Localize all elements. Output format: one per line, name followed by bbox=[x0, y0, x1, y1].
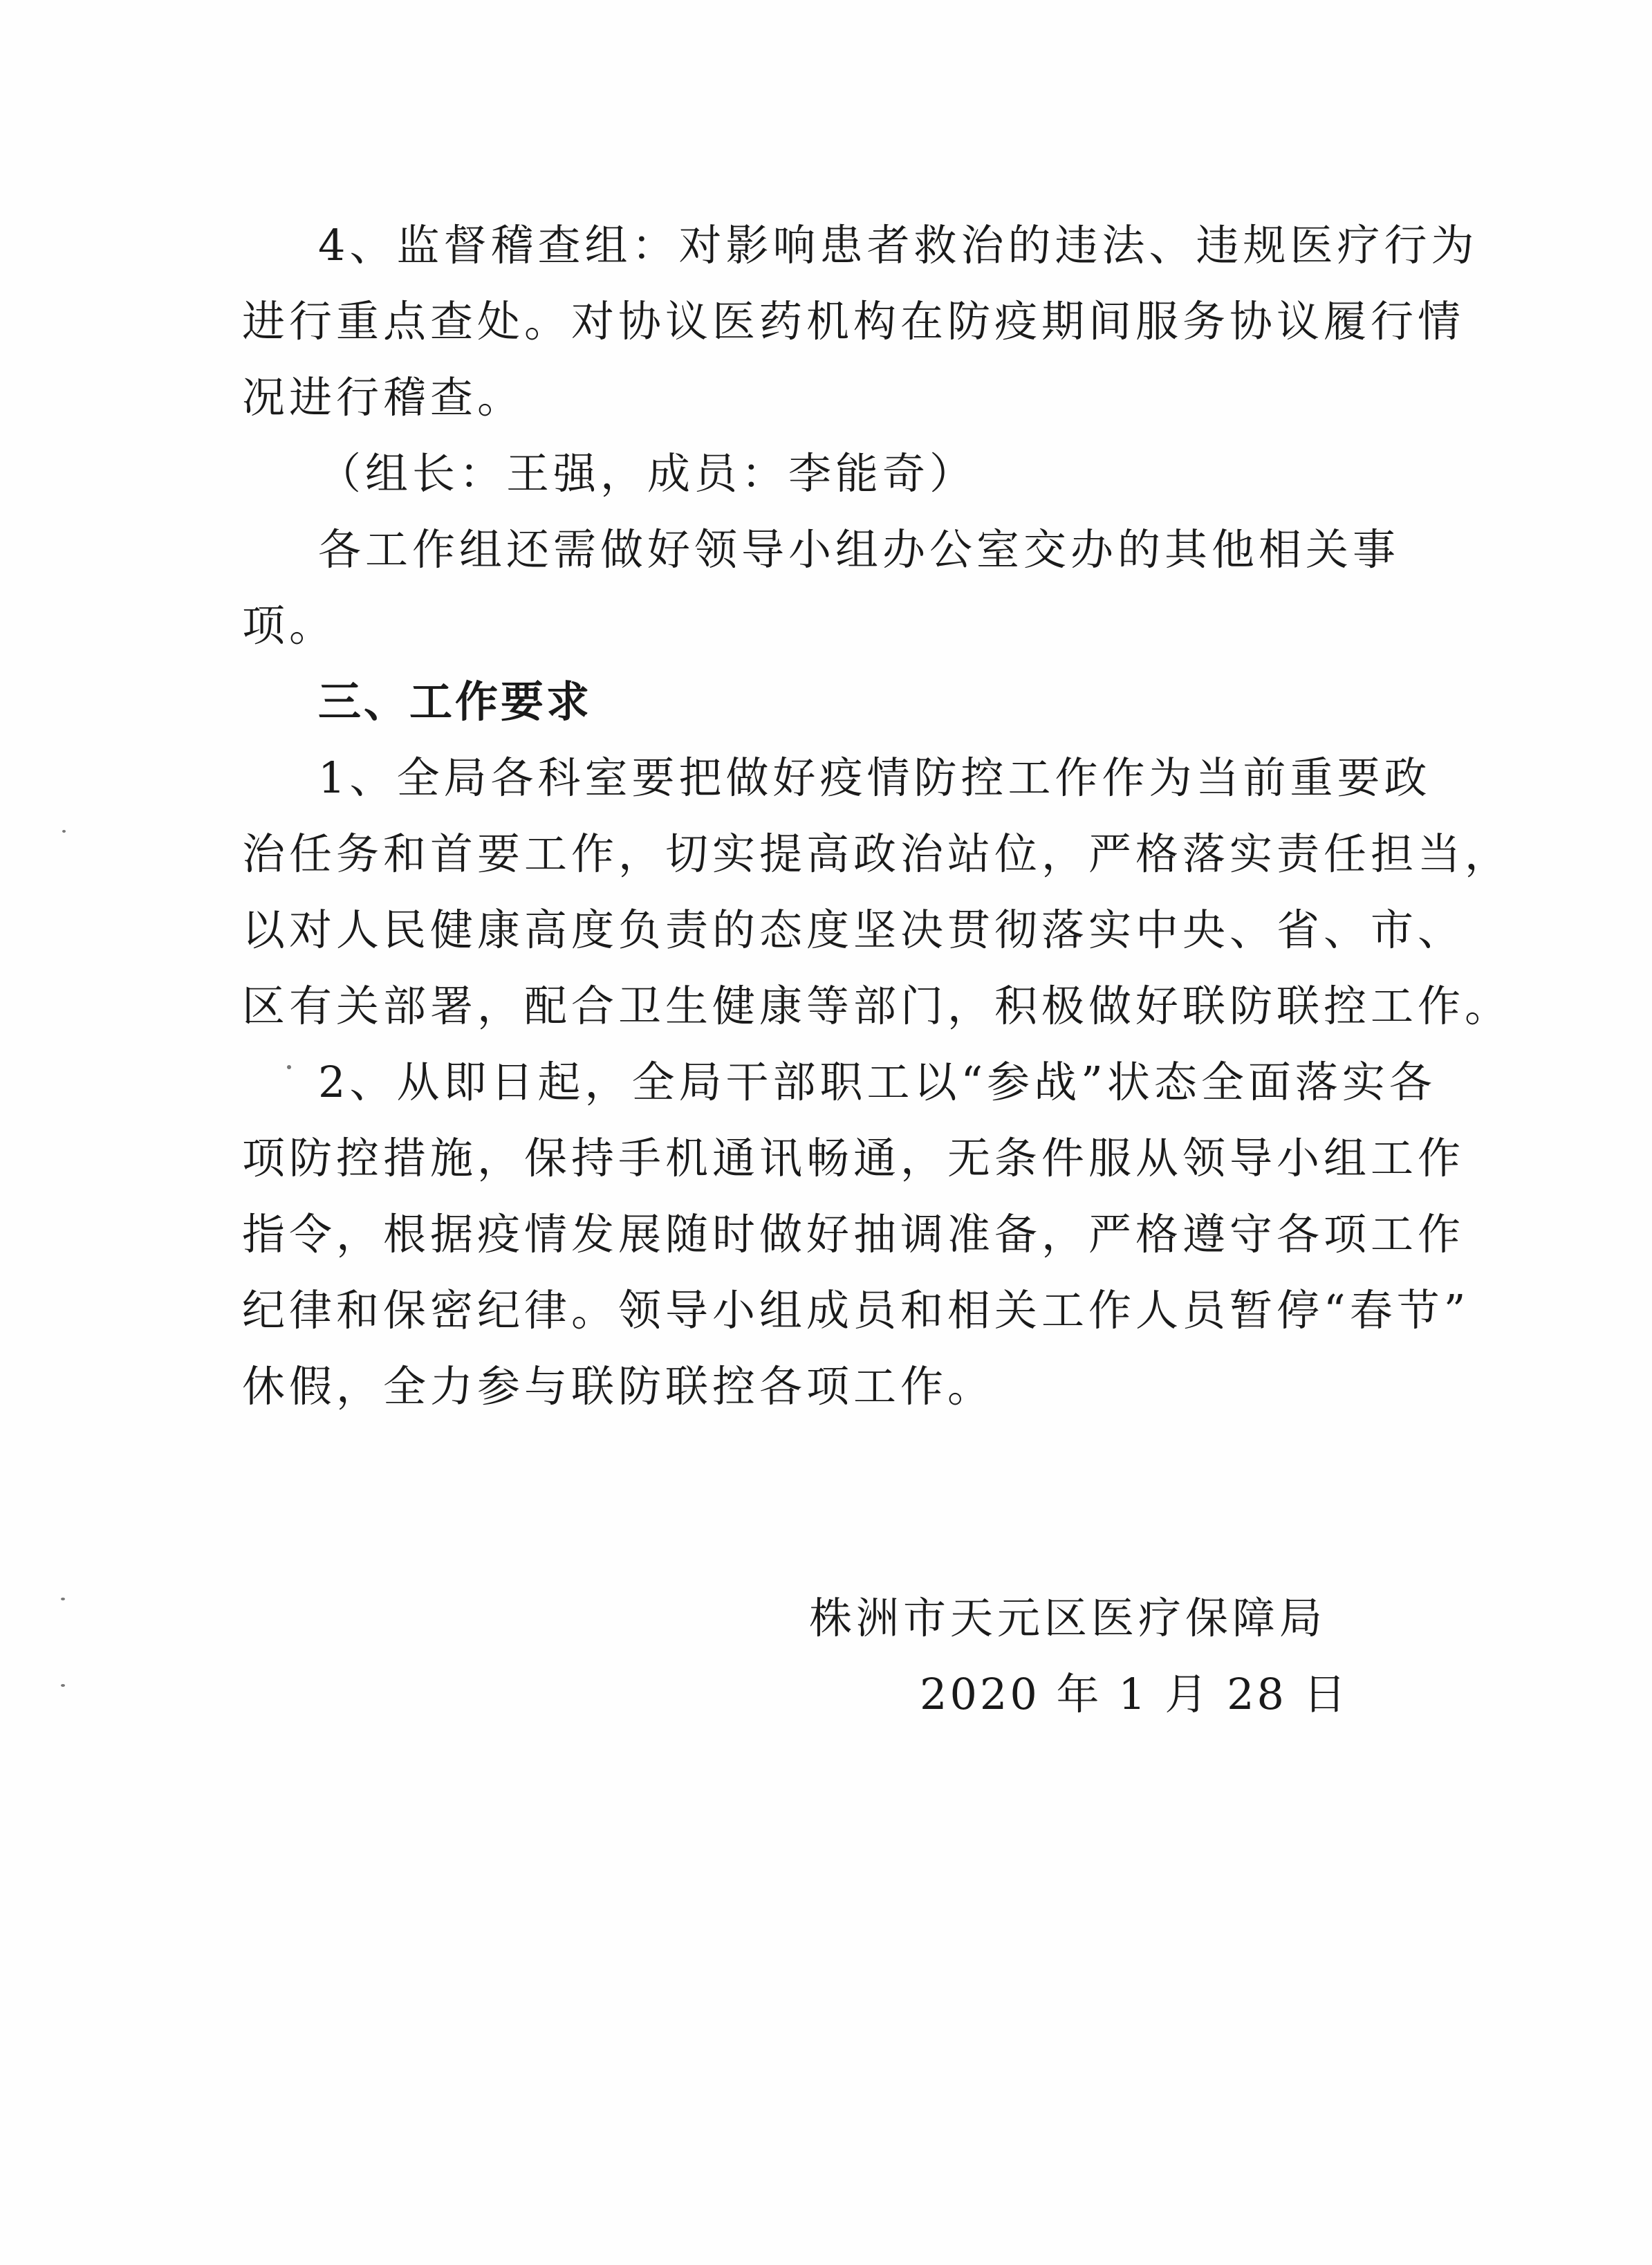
section4-line-2: 进行重点查处。对协议医药机构在防疫期间服务协议履行情 bbox=[242, 296, 1465, 346]
section4-line-3: 况进行稽查。 bbox=[242, 372, 525, 423]
scan-speck bbox=[287, 1065, 291, 1069]
requirement2-line-2: 项防控措施，保持手机通讯畅通，无条件服从领导小组工作 bbox=[242, 1133, 1465, 1183]
scan-speck bbox=[61, 1684, 65, 1687]
requirement1-line-4: 区有关部署，配合卫生健康等部门，积极做好联防联控工作。 bbox=[242, 981, 1512, 1031]
signature-date: 2020 年 1 月 28 日 bbox=[920, 1669, 1349, 1719]
other-tasks-line-2: 项。 bbox=[242, 600, 337, 651]
requirement2-line-1: 2、从即日起，全局干部职工以“参战”状态全面落实各 bbox=[318, 1057, 1436, 1107]
other-tasks-line-1: 各工作组还需做好领导小组办公室交办的其他相关事 bbox=[318, 524, 1400, 575]
requirement1-line-2: 治任务和首要工作，切实提高政治站位，严格落实责任担当， bbox=[242, 829, 1512, 879]
signature-organization: 株洲市天元区医疗保障局 bbox=[809, 1593, 1327, 1643]
requirement1-line-3: 以对人民健康高度负责的态度坚决贯彻落实中央、省、市、 bbox=[242, 905, 1465, 955]
requirement2-line-4: 纪律和保密纪律。领导小组成员和相关工作人员暂停“春节” bbox=[242, 1285, 1470, 1335]
scan-speck bbox=[61, 1598, 65, 1600]
requirement2-line-5: 休假，全力参与联防联控各项工作。 bbox=[242, 1361, 995, 1412]
section4-line-1: 4、监督稽查组：对影响患者救治的违法、违规医疗行为 bbox=[318, 220, 1478, 270]
requirements-heading: 三、工作要求 bbox=[318, 676, 593, 727]
requirement1-line-1: 1、全局各科室要把做好疫情防控工作作为当前重要政 bbox=[318, 752, 1431, 803]
section4-members: （组长：王强，成员：李能奇） bbox=[318, 448, 977, 499]
scan-speck bbox=[62, 830, 66, 833]
requirement2-line-3: 指令，根据疫情发展随时做好抽调准备，严格遵守各项工作 bbox=[242, 1209, 1465, 1259]
